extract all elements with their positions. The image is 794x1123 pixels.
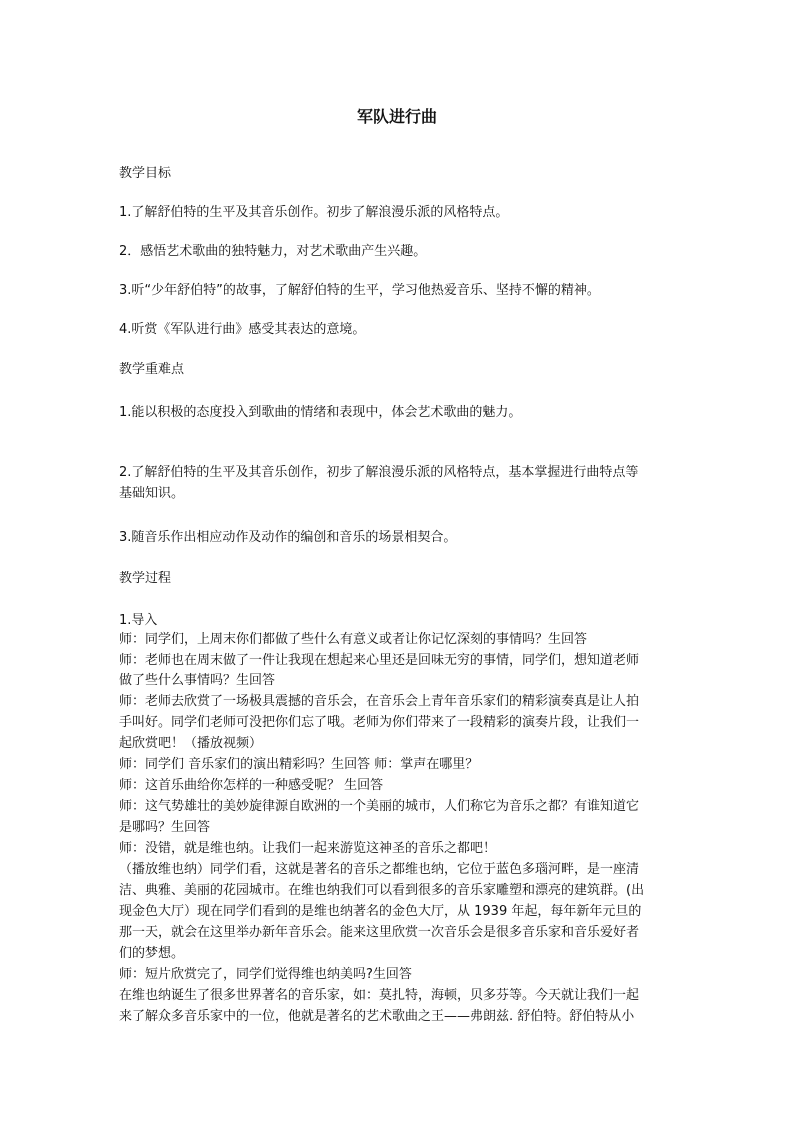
- text-line: 师：这首乐曲给你怎样的一种感受呢？ 生回答: [119, 778, 384, 793]
- text-line: 们的梦想。: [119, 946, 185, 961]
- text-line: 师：老师去欣赏了一场极具震撼的音乐会，在音乐会上青年音乐家们的精彩演奏真是让人拍: [119, 694, 640, 709]
- heading-teaching-process: 教学过程: [119, 571, 172, 586]
- goal-2: 2．感悟艺术歌曲的独特魅力，对艺术歌曲产生兴趣。: [119, 244, 427, 259]
- text-line: （播放维也纳）同学们看，这就是著名的音乐之都维也纳，它位于蓝色多瑙河畔，是一座清: [119, 862, 640, 877]
- text-line: 起欣赏吧！（播放视频）: [119, 736, 263, 751]
- step-1-intro: 1.导入: [119, 613, 158, 628]
- text-line: 师：同学们，上周末你们都做了些什么有意义或者让你记忆深刻的事情吗？生回答: [119, 632, 588, 647]
- text-line: 来了解众多音乐家中的一位，他就是著名的艺术歌曲之王——弗朗兹. 舒伯特。舒伯特从小: [119, 1009, 635, 1024]
- key-point-2-line-1: 2.了解舒伯特的生平及其音乐创作，初步了解浪漫乐派的风格特点，基本掌握进行曲特点等: [119, 465, 639, 480]
- heading-teaching-goals: 教学目标: [119, 166, 172, 181]
- text-line: 在维也纳诞生了很多世界著名的音乐家，如：莫扎特，海顿，贝多芬等。今天就让我们一起: [119, 988, 640, 1003]
- heading-key-points: 教学重难点: [119, 362, 185, 377]
- text-line: 现金色大厅）现在同学们看到的是维也纳著名的金色大厅，从 1939 年起，每年新年元旦的: [119, 904, 642, 919]
- text-line: 师：同学们 音乐家们的演出精彩吗？生回答 师：掌声在哪里？: [119, 757, 479, 772]
- text-line: 师：这气势雄壮的美妙旋律源自欧洲的一个美丽的城市，人们称它为音乐之都？有谁知道它: [119, 799, 640, 814]
- goal-4: 4.听赏《军队进行曲》感受其表达的意境。: [119, 322, 366, 337]
- text-line: 那一天，就会在这里举办新年音乐会。能来这里欣赏一次音乐会是很多音乐家和音乐爱好者: [119, 925, 640, 940]
- document-title: 军队进行曲: [356, 107, 437, 126]
- text-line: 手叫好。同学们老师可没把你们忘了哦。老师为你们带来了一段精彩的演奏片段，让我们一: [119, 715, 640, 730]
- key-point-1: 1.能以积极的态度投入到歌曲的情绪和表现中，体会艺术歌曲的魅力。: [119, 405, 522, 420]
- key-point-2-line-2: 基础知识。: [119, 486, 185, 501]
- text-line: 师：没错，就是维也纳。让我们一起来游览这神圣的音乐之都吧！: [119, 841, 497, 856]
- goal-3: 3.听“少年舒伯特”的故事，了解舒伯特的生平，学习他热爱音乐、坚持不懈的精神。: [119, 283, 600, 298]
- text-line: 师：老师也在周末做了一件让我现在想起来心里还是回味无穷的事情，同学们，想知道老师: [119, 653, 640, 668]
- text-line: 师：短片欣赏完了，同学们觉得维也纳美吗?生回答: [119, 967, 412, 982]
- text-line: 做了些什么事情吗？生回答: [119, 673, 276, 688]
- text-line: 洁、典雅、美丽的花园城市。在维也纳我们可以看到很多的音乐家雕塑和漂亮的建筑群。(出: [119, 883, 645, 898]
- text-line: 是哪吗？生回答: [119, 820, 211, 835]
- goal-1: 1.了解舒伯特的生平及其音乐创作。初步了解浪漫乐派的风格特点。: [119, 205, 509, 220]
- key-point-3: 3.随音乐作出相应动作及动作的编创和音乐的场景相契合。: [119, 530, 457, 545]
